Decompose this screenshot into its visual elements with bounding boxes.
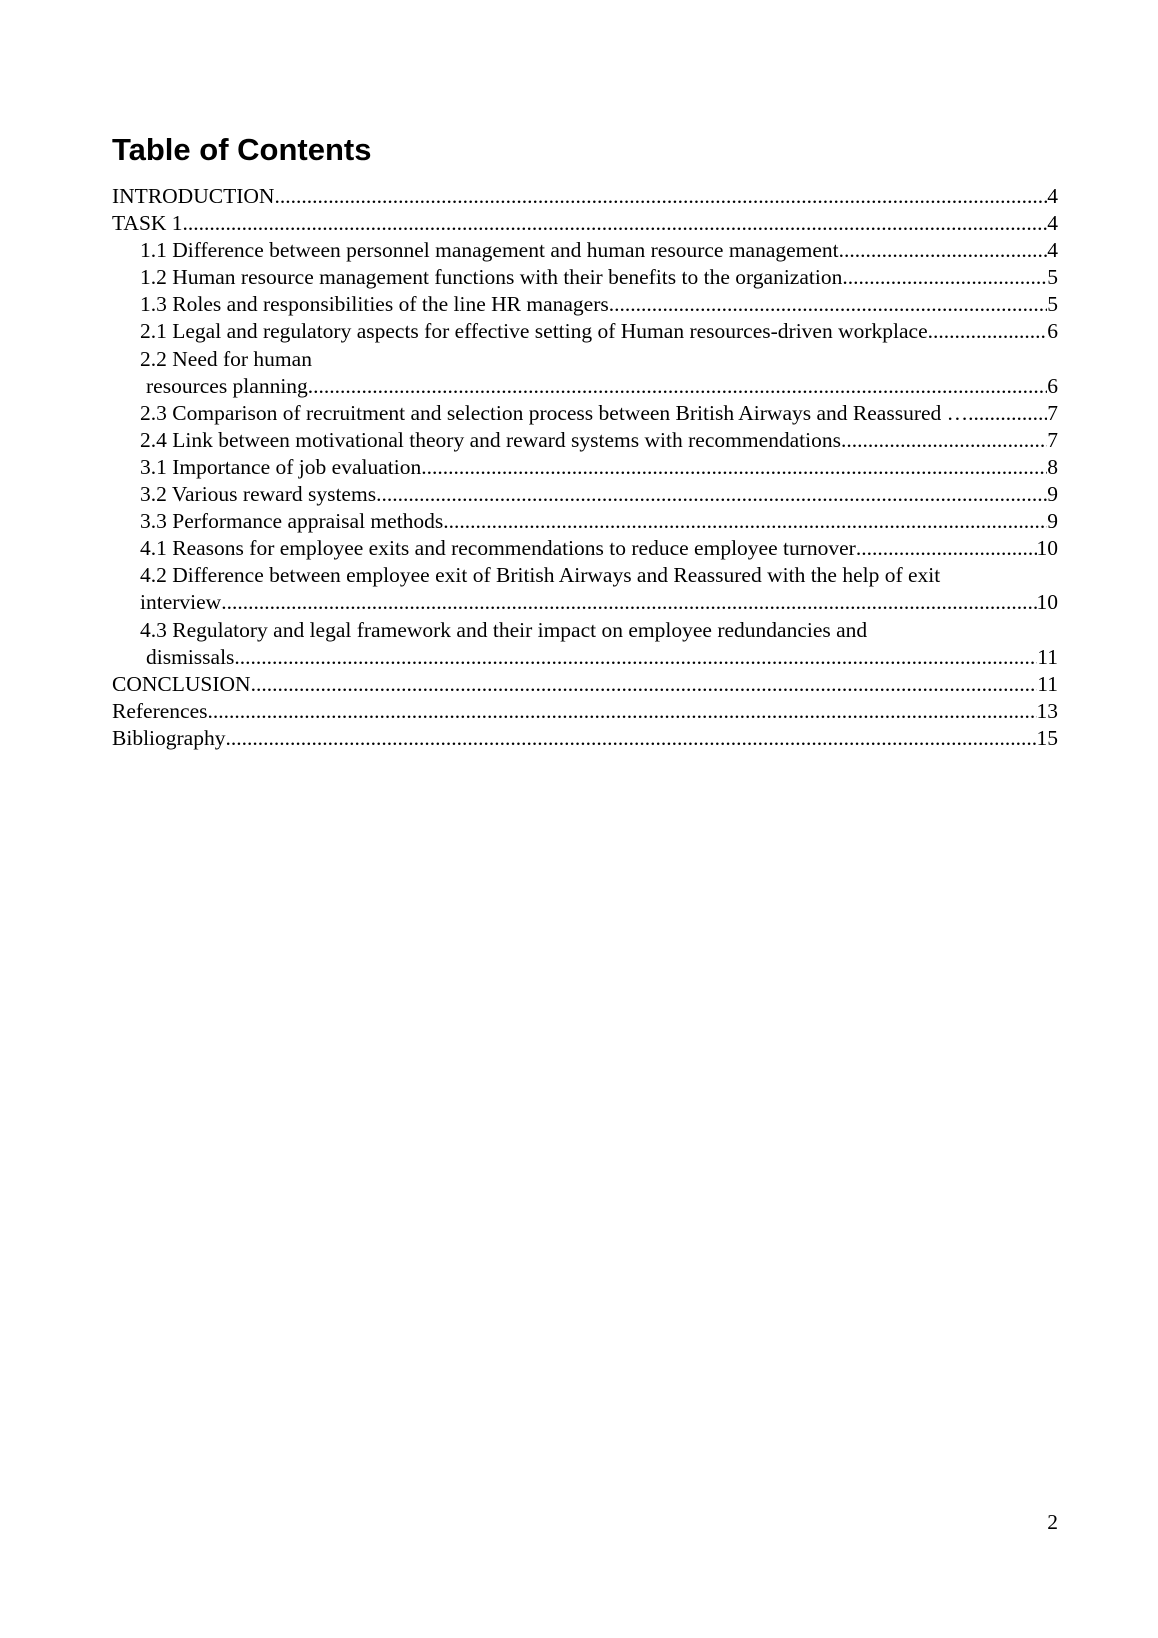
toc-entry-label: 3.3 Performance appraisal methods: [140, 509, 444, 534]
toc-entry-label: References: [112, 698, 208, 723]
toc-entry-label: CONCLUSION: [112, 671, 251, 696]
toc-entry-4-2[interactable]: [112, 589, 1058, 616]
toc-entry-page: 11: [1037, 644, 1058, 669]
toc-entry-2-2[interactable]: [112, 373, 1058, 400]
toc-entry-task-1[interactable]: [112, 210, 1058, 237]
toc-entry-page: 5: [1047, 265, 1058, 290]
toc-entry-label: INTRODUCTION: [112, 184, 275, 208]
toc-entry-label: 1.3 Roles and responsibilities of the line HR managers: [140, 292, 609, 317]
toc-entry-label: 3.2 Various reward systems: [140, 482, 377, 507]
toc-entry-page: 13: [1036, 698, 1058, 723]
toc-leader-dots: [968, 400, 1047, 427]
toc-entry-conclusion[interactable]: [112, 671, 1058, 698]
toc-leader-dots: [234, 644, 1037, 671]
toc-leader-dots: [856, 535, 1037, 562]
toc-entry-page: 6: [1047, 319, 1058, 344]
toc-entry-page: 4: [1047, 184, 1058, 208]
toc-leader-dots: [443, 508, 1047, 535]
toc-leader-dots: [183, 210, 1048, 237]
toc-entry-label: interview: [140, 590, 222, 615]
toc-entry-introduction[interactable]: [112, 183, 1058, 210]
toc-entry-page: 10: [1036, 590, 1058, 615]
toc-entry-page: 8: [1047, 454, 1058, 479]
toc-entry-page: 4: [1047, 238, 1058, 263]
toc-entry-page: 6: [1047, 373, 1058, 398]
page-number: 2: [1047, 1510, 1058, 1534]
toc-leader-dots: [609, 291, 1048, 318]
toc-entry-4-2-line1[interactable]: 4.2 Difference between employee exit of British Airways and Reassured with the help of exit: [140, 563, 941, 588]
toc-entry-4-3[interactable]: [112, 644, 1058, 671]
toc-leader-dots: [251, 671, 1038, 698]
toc-entry-3-2[interactable]: [112, 481, 1058, 508]
toc-entry-1-3[interactable]: [112, 291, 1058, 318]
toc-entry-label: 2.1 Legal and regulatory aspects for effective setting of Human resources-driven workplace: [140, 319, 928, 344]
toc-leader-dots: [208, 698, 1037, 725]
toc-entry-label: 2.4 Link between motivational theory and reward systems with recommendations: [140, 427, 841, 452]
toc-entry-label: 1.1 Difference between personnel management and human resource management: [140, 238, 839, 263]
toc-entry-4-3-line1[interactable]: 4.3 Regulatory and legal framework and their impact on employee redundancies and: [140, 617, 868, 642]
toc-entry-label: dismissals: [146, 644, 235, 669]
toc-entry-2-3[interactable]: [112, 400, 1058, 427]
toc-leader-dots: [928, 318, 1048, 345]
toc-leader-dots: [421, 454, 1047, 481]
toc-entry-page: 11: [1037, 671, 1058, 696]
toc-entry-label: 3.1 Importance of job evaluation: [140, 454, 422, 479]
toc-entry-label: resources planning: [146, 373, 308, 398]
toc-entry-page: 7: [1047, 400, 1058, 425]
toc-entry-page: 5: [1047, 292, 1058, 317]
page-title: Table of Contents: [112, 132, 372, 167]
toc-leader-dots: [308, 373, 1047, 400]
toc-entry-3-3[interactable]: [112, 508, 1058, 535]
toc-entry-label: 4.1 Reasons for employee exits and recommendations to reduce employee turnover: [140, 536, 856, 561]
toc-entry-2-4[interactable]: [112, 427, 1058, 454]
toc-entry-4-1[interactable]: [112, 535, 1058, 562]
toc-entry-bibliography[interactable]: [112, 725, 1058, 752]
table-of-contents: [112, 183, 1058, 752]
toc-entry-label: TASK 1: [112, 211, 183, 236]
toc-entry-page: 9: [1047, 482, 1058, 507]
toc-leader-dots: [274, 183, 1047, 210]
toc-entry-2-2-line1[interactable]: 2.2 Need for human: [140, 346, 312, 371]
toc-entry-label: Bibliography: [112, 725, 226, 750]
toc-leader-dots: [841, 427, 1047, 454]
toc-leader-dots: [225, 725, 1036, 752]
toc-entry-3-1[interactable]: [112, 454, 1058, 481]
toc-entry-label: 2.3 Comparison of recruitment and selection process between British Airways and Reassured …: [140, 400, 969, 425]
toc-leader-dots: [221, 589, 1036, 616]
toc-entry-page: 9: [1047, 509, 1058, 534]
toc-leader-dots: [376, 481, 1047, 508]
toc-entry-references[interactable]: [112, 698, 1058, 725]
toc-entry-page: 7: [1047, 427, 1058, 452]
toc-entry-page: 4: [1047, 211, 1058, 236]
toc-entry-page: 10: [1036, 536, 1058, 561]
toc-entry-label: 1.2 Human resource management functions with their benefits to the organization: [140, 265, 843, 290]
toc-entry-1-1[interactable]: [112, 237, 1058, 264]
toc-leader-dots: [842, 264, 1047, 291]
toc-entry-page: 15: [1036, 725, 1058, 750]
toc-leader-dots: [839, 237, 1048, 264]
toc-entry-1-2[interactable]: [112, 264, 1058, 291]
toc-entry-2-1[interactable]: [112, 318, 1058, 345]
